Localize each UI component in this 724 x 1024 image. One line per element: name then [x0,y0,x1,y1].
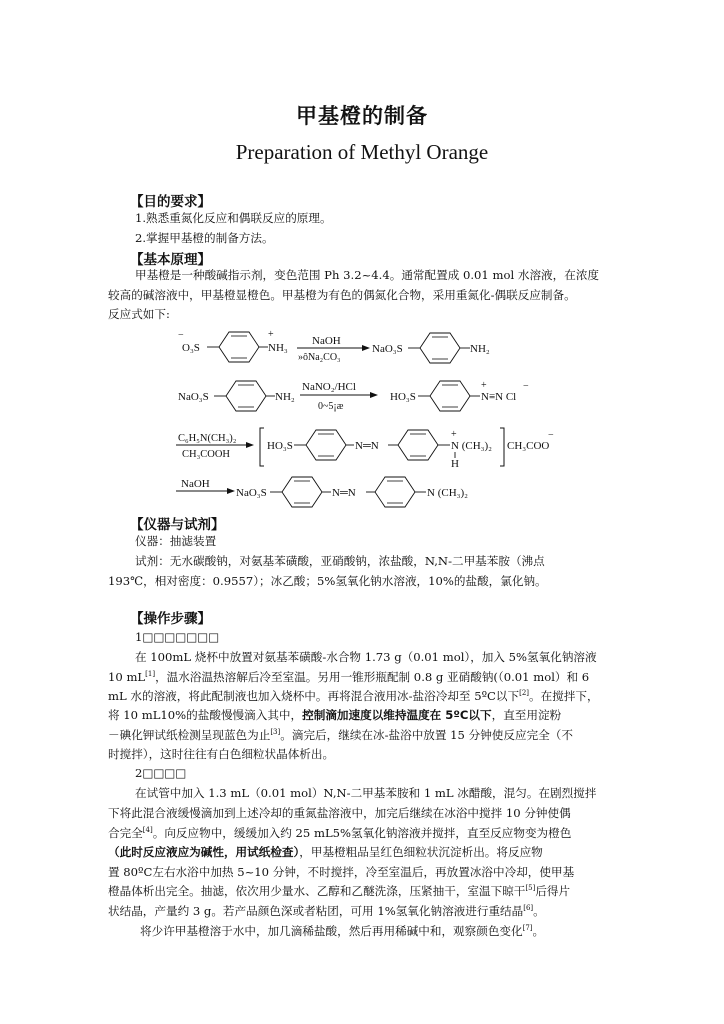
step2-title: 2□□□□ [135,766,187,780]
r2-charge-minus: − [523,381,529,392]
procedure-heading: 【操作步骤】 [130,611,211,627]
r4-azo: N═N [332,487,356,499]
r3-reagent-bottom: CH₃COOH [182,449,230,460]
r1-charge-minus: − [178,330,184,341]
r2-reactant-right: NH₂ [275,391,295,403]
step2-line-5: 置 80ºC左右水浴中加热 5~10 分钟，不时搅拌，冷至室温后，再放置冰浴中冷却，使甲基 [108,865,575,879]
step2-line-7: 状结晶，产量约 3 g。若产品颜色深或者粘团，可用 1%氢氧化钠溶液进行重结晶[6]。 [108,904,545,918]
principle-line-1: 甲基橙是一种酸碱指示剂，变色范围 Ph 3.2~4.4。通常配置成 0.01 mol 水溶液，在浓度 [135,268,600,282]
step2-line-8: 将少许甲基橙溶于水中，加几滴稀盐酸，然后再用稀碱中和，观察颜色变化[7]。 [140,924,545,938]
step2-line-6: 橙晶体析出完全。抽滤，依次用少量水、乙醇和乙醚洗涤，压紧抽干，室温下晾干[5]后得片 [108,884,571,898]
step1-line-3: mL 水的溶液，将此配制液也加入烧杯中。再将混合液用冰-盐浴冷却至 5ºC以下[2]。在搅拌下， [108,689,599,703]
step2-line-1: 在试管中加入 1.3 mL（0.01 mol）N,N-二甲基苯胺和 1 mL 冰醋酸，混匀。在剧烈搅拌 [135,786,597,800]
r3-charge-minus: − [548,430,554,441]
benzene-ring [219,332,259,362]
step1-line-1: 在 100mL 烧杯中放置对氨基苯磺酸-水合物 1.73 g（0.01 mol），加入 5%氢氧化钠溶液 [135,650,597,664]
r4-reagent-top: NaOH [181,478,210,490]
step1-line-6: 时搅拌），这时往往有白色细粒状晶体析出。 [108,747,335,761]
r3-amine: N (CH₃)₂ [451,440,492,452]
principle-line-2: 较高的碱溶液中，甲基橙显橙色。甲基橙为有色的偶氮化合物，采用重氮化-偶联反应制备。 [108,288,576,302]
benzene-ring [398,430,438,460]
r3-charge-plus: + [451,429,457,440]
benzene-ring [375,477,415,507]
r1-reactant-right: NH₃ [268,342,288,354]
reaction-2 [178,380,529,412]
r3-h: H [451,458,459,470]
step1-title: 1□□□□□□□ [135,630,220,644]
r1-reagent-top: NaOH [312,335,341,347]
step1-line-5: －碘化钾试纸检测呈现蓝色为止[3]。滴完后，继续在冰-盐浴中放置 15 分钟使反应完全（不 [108,728,573,742]
r2-product-right: N≡N Cl [481,391,517,403]
principle-heading: 【基本原理】 [130,252,211,268]
step2-line-4: （此时反应液应为碱性，用试纸检查），甲基橙粗品呈红色细粒状沉淀析出。将反应物 [108,845,543,859]
reaction-4 [176,477,468,507]
r1-product-right: NH₂ [470,343,490,355]
benzene-ring [306,430,346,460]
instruments-line-2: 试剂：无水碳酸钠，对氨基苯磺酸，亚硝酸钠，浓盐酸，N,N-二甲基苯胺（沸点 [135,554,545,568]
reaction-1 [178,329,490,363]
r2-reagent-top: NaNO₂/HCl [302,381,356,393]
r4-amine: N (CH₃)₂ [427,487,468,499]
step2-emphasis: （此时反应液应为碱性，用试纸检查） [108,845,300,859]
r2-charge-plus: + [481,380,487,391]
reaction-3 [176,428,554,470]
step1-emphasis: 控制滴加速度以维持温度在 5ºC以下 [302,708,492,722]
title-english: Preparation of Methyl Orange [235,140,489,164]
r2-product-left: HO₃S [390,391,416,403]
step1-line-4: 将 10 mL10%的盐酸慢慢滴入其中，控制滴加速度以维持温度在 5ºC以下，直至用淀粉 [108,708,562,722]
objective-item-2: 2.掌握甲基橙的制备方法。 [135,231,274,245]
step1-line-2: 10 mL[1]，温水浴温热溶解后冷至室温。另用一锥形瓶配制 0.8 g 亚硝酸钠(（0.01 mol）和 6 [108,670,590,684]
benzene-ring [430,381,470,411]
r3-counter-ion: CH₃COO [507,440,550,452]
r3-azo: N═N [355,440,379,452]
instruments-line-3: 193℃，相对密度：0.9557）；冰乙酸；5%氢氧化钠水溶液，10%的盐酸，氯化钠。 [108,574,547,588]
instruments-heading: 【仪器与试剂】 [130,517,225,533]
title-chinese: 甲基橙的制备 [296,104,428,128]
r1-reactant-left: O₃S [182,342,200,354]
benzene-ring [420,333,460,363]
r1-charge-plus: + [268,329,274,340]
r3-left: HO₃S [267,440,293,452]
r3-reagent-top: C₆H₅N(CH₃)₂ [178,433,237,444]
objective-item-1: 1.熟悉重氮化反应和偶联反应的原理。 [135,211,332,225]
r1-product-left: NaO₃S [372,343,403,355]
r4-left: NaO₃S [236,487,267,499]
principle-line-3: 反应式如下: [108,307,170,321]
benzene-ring [226,381,266,411]
r2-reagent-bottom: 0~5¡æ [318,401,344,412]
instruments-line-1: 仪器：抽滤装置 [135,534,217,548]
r1-reagent-bottom: »ôNa₂CO₃ [298,352,341,363]
step2-line-2: 下将此混合液缓慢滴加到上述冷却的重氮盐溶液中，加完后继续在冰浴中搅拌 10 分钟使偶 [108,806,571,820]
benzene-ring [282,477,322,507]
objectives-heading: 【目的要求】 [130,194,211,210]
r2-reactant-left: NaO₃S [178,391,209,403]
step2-line-3: 合完全[4]。向反应物中，缓缓加入约 25 mL5%氢氧化钠溶液并搅拌，直至反应物变为橙色 [108,826,572,840]
